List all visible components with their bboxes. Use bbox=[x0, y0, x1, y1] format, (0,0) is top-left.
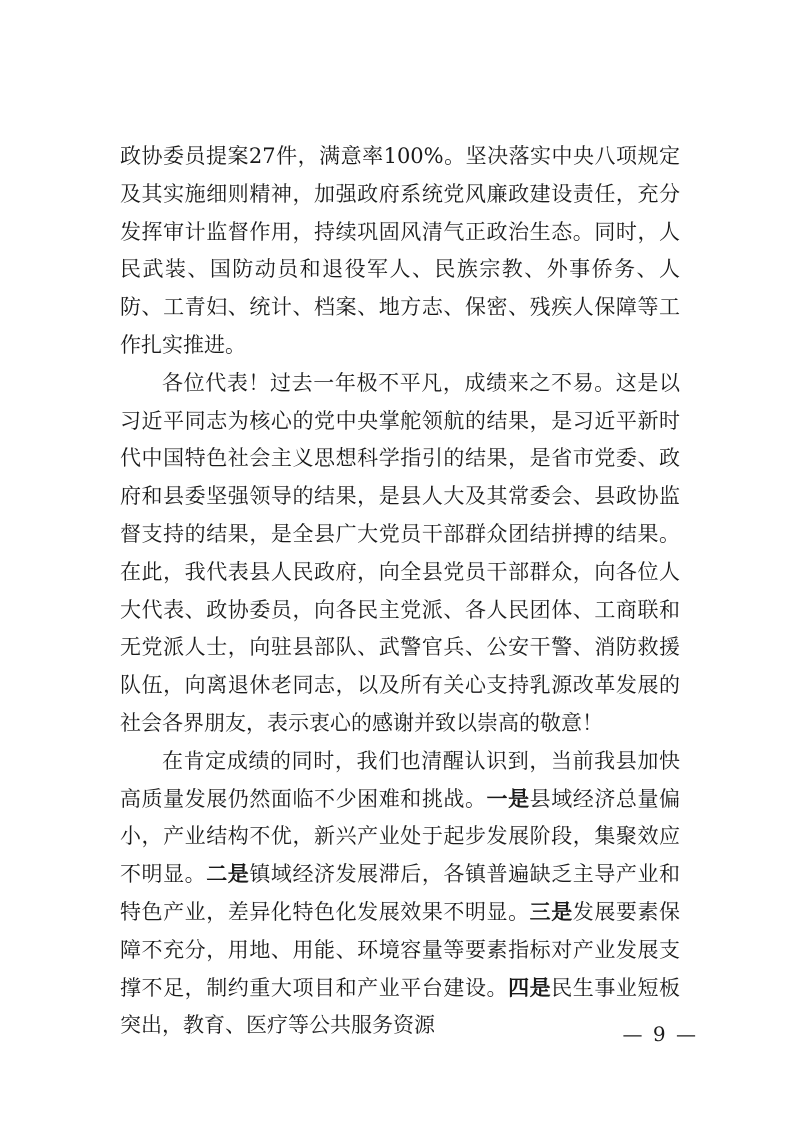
challenge-4-lead: 四是 bbox=[508, 975, 552, 1000]
challenge-2-lead: 二是 bbox=[206, 862, 250, 887]
document-body bbox=[120, 138, 680, 1045]
challenge-1-text: 县域经济总量偏小，产业结构不优，新兴产业处于起步发展阶段，集聚效应不明显。 bbox=[120, 786, 681, 887]
challenge-3-text: 发展要素保障不充分，用地、用能、环境容量等要素指标对产业发展支撑不足，制约重大项目和产业平台建设。 bbox=[120, 899, 681, 1000]
page-number: — 9 — bbox=[622, 1022, 698, 1046]
challenge-4-text: 民生事业短板突出，教育、医疗等公共服务资源 bbox=[120, 975, 681, 1038]
paragraph-3-intro: 在肯定成绩的同时，我们也清醒认识到，当前我县加快高质量发展仍然面临不少困难和挑战。 bbox=[120, 748, 680, 811]
paragraph-3 bbox=[120, 743, 680, 1045]
challenge-3-lead: 三是 bbox=[529, 899, 573, 924]
challenge-2-text: 镇域经济发展滞后，各镇普遍缺乏主导产业和特色产业，差异化特色化发展效果不明显。 bbox=[120, 862, 681, 924]
paragraph-2: 各位代表！过去一年极不平凡，成绩来之不易。这是以习近平同志为核心的党中央掌舵领航的结果，是习近平新时代中国特色社会主义思想科学指引的结果，是省市党委、政府和县委坚强领导的结果，是县人大及其常委会、县政协监督支持的结果，是全县广大党员干部群众团结拼搏的结果。在此，我代表县人民政府，向全县党员干部群众，向各位人大代表、政协委员，向各民主党派、各人民团体、工商联和无党派人士，向驻县部队、武警官兵、公安干警、消防救援队伍，向离退休老同志，以及所有关心支持乳源改革发展的社会各界朋友，表示衷心的感谢并致以崇高的敬意！ bbox=[120, 370, 680, 735]
paragraph-1: 政协委员提案27件，满意率100%。坚决落实中央八项规定及其实施细则精神，加强政府系统党风廉政建设责任，充分发挥审计监督作用，持续巩固风清气正政治生态。同时，人民武装、国防动员和退役军人、民族宗教、外事侨务、人防、工青妇、统计、档案、地方志、保密、残疾人保障等工作扎实推进。 bbox=[120, 144, 680, 357]
challenge-1-lead: 一是 bbox=[486, 786, 530, 811]
